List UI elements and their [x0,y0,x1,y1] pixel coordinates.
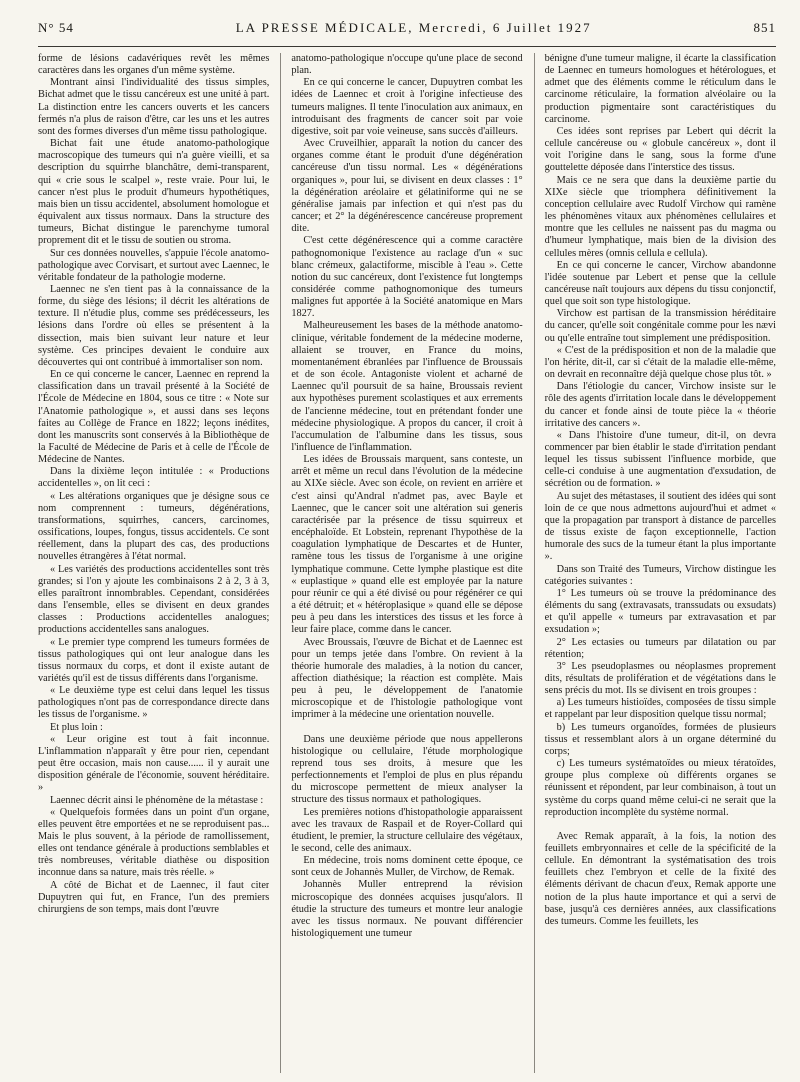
paragraph: Johannès Muller entreprend la révision microscopique des données acquises jusqu'alors. Il étudie la structure des tumeurs et montre leur analogie avec les tissus normaux. Ne pouvant différencier histologiquement une tumeur [291,879,523,940]
paragraph: Dans une deuxième période que nous appellerons histologique ou cellulaire, l'étude morphologique reprend tous ses droits, à mesure que les perfectionnements et l'emploi de plus en plus répandu du microscope permettent de mieux analyser la structure des tissus normaux et pathologiques. [291,733,523,806]
page-number: 851 [753,20,776,35]
list-item: a) Les tumeurs histioïdes, composées de tissu simple et rappelant par leur disposition quelque tissu normal; [544,697,776,721]
paragraph: Ces idées sont reprises par Lebert qui décrit la cellule cancéreuse ou « globule cancéreux », dont il voit l'origine dans le sang, sous la forme d'une gouttelette déposée dans l'interstice des tissus. [544,125,776,174]
paragraph: En ce qui concerne le cancer, Dupuytren combat les idées de Laennec et croit à l'origine infectieuse des tumeurs malignes. Il tente l'inoculation aux animaux, en introduisant des fragments de cancer soit par voie digestive, soit par voie veineuse, sans succès d'ailleurs. [291,77,523,137]
paragraph: Mais ce ne sera que dans la deuxième partie du XIXe siècle que triomphera définitivement la conception cellulaire avec Rudolf Virchow qui ramène les phénomènes vitaux aux phénomènes cellulaires et montre que les cellules ne naissent pas du magma ou d'humeur lymphatique, mais bien de la division des cellules mères (omnis cellula e cellula). [544,174,776,259]
running-header [38,20,776,47]
list-item: 1° Les tumeurs où se trouve la prédominance des éléments du sang (extravasats, transsudats ou exsudats) et qu'il appelle « tumeurs par extravasation et par exsudation »; [544,587,776,636]
paragraph: bénigne d'une tumeur maligne, il écarte la classification de Laennec en tumeurs homologues et hétérologues, et admet que des éléments comme le réticulum dans le carcinome réticulaire, la formation alvéolaire ou la production pigmentaire sont caractéristiques du carcinome. [544,53,776,125]
journal-title: LA PRESSE MÉDICALE, Mercredi, 6 Juillet 1927 [235,20,592,35]
paragraph: Et plus loin : [50,721,103,733]
paragraph: Dans la dixième leçon intitulée : « Productions accidentelles », on lit ceci : [38,466,270,490]
paragraph: Montrant ainsi l'individualité des tissus simples, Bichat admet que le tissu cancéreux est une unité à part. La distinction entre les cancers ouverts et les cancers fermés n'a plus de raison d'être, car les uns et les autres sont des formes diverses d'un même tissu pathologique. [38,77,270,137]
quote-paragraph: « Les variétés des productions accidentelles sont très grandes; si l'on y ajoute les combinaisons 2 à 2, 3 à 3, elles paraîtront innombrables. Cependant, considérées dans l'ensemble, elles se divisent en deux grandes classes : Productions accidentelles analogues; productions accidentelles sans analogues. [38,563,270,636]
quote-paragraph: « Dans l'histoire d'une tumeur, dit-il, on devra commencer par bien établir le stade d'irritation pendant lequel les tissus subissent l'influence morbide, que celle-ci conduise à une augmentation d'exsudation, de sécrétion ou de formation. » [544,429,776,490]
paragraph: A côté de Bichat et de Laennec, il faut citer Dupuytren qui fut, en France, l'un des premiers chirurgiens de son temps, mais dont l'œuvre [38,879,270,915]
paragraph: Avec Broussais, l'œuvre de Bichat et de Laennec est pour un temps jetée dans l'ombre. On revient à la théorie humorale des maladies, à la notion du cancer, affection diathésique; la réaction est complète. Mais peu à peu, le développement de l'anatomie microscopique et de l'histologie pathologique vont imprimer à la médecine une orientation nouvelle. [291,636,523,721]
quote-paragraph: « Les altérations organiques que je désigne sous ce nom comprennent : tumeurs, dégénérations, transformations, squirrhes, cancers, carcinomes, ossifications, loupes, fongus, tissus accidentels. Ce sont réellement, dans la plupart des cas, des productions nouvelles étrangères à l'état normal. [38,490,270,563]
paragraph: Dans son Traité des Tumeurs, Virchow distingue les catégories suivantes : [544,563,776,587]
paragraph: En médecine, trois noms dominent cette époque, ce sont ceux de Johannès Muller, de Virchow, de Remak. [291,855,523,879]
paragraph: forme de lésions cadavériques revêt les mêmes caractères dans les organes d'un même système. [38,53,270,77]
list-item: c) Les tumeurs systématoïdes ou mieux tératoïdes, groupe plus complexe où différents organes se réunissent et répondent, par leur combinaison, à tout un système du corps quand même celui-ci ne serait que la reproduction incomplète du système normal. [544,758,776,818]
column-2 [280,53,522,1073]
paragraph: Dans l'étiologie du cancer, Virchow insiste sur le rôle des agents d'irritation locale dans le développement du cancer et fonde ainsi de toute pièce la « théorie irritative des cancers ». [544,381,776,429]
quote-paragraph: « Le premier type comprend les tumeurs formées de tissus pathologiques qui ont leur analogue dans les tissus normaux du corps, et dont il existe autant de variétés qu'il est de tissus différents dans l'organisme. [38,636,270,684]
issue-number: N° 54 [38,20,74,35]
quote-paragraph: « Leur origine est tout à fait inconnue. L'inflammation n'apparaît y être pour rien, cependant peut être occasion, mais non cause...... il y aurait une disposition générale de l'économie, souvent héréditaire. » [38,733,270,794]
paragraph: Les idées de Broussais marquent, sans conteste, un arrêt et même un recul dans l'évolution de la médecine au XIXe siècle. Avec son école, on revient en arrière et c'est ainsi qu'Andral n'admet pas, avec Bayle et Laennec, que le cancer soit une altération sui generis caractérisée par la présence de tissu squirreux et encéphaloïde. Et Lobstein, reprenant l'hypothèse de la coagulation lymphatique de Descartes et de Hunter, ramène tous les tissus de l'organisme à une origine lymphatique commune. Cette lymphe plastique est dite « euplastique » quand elle est employée par la nature pour réunir ce qui a été divisé ou pour régénérer ce qui a été détruit; et « hétéroplasique » quand elle se dépose peu à peu dans les interstices des tissus et les force à leur faire place, comme dans le cancer. [291,454,523,636]
column-3 [534,53,776,1073]
paragraph: Au sujet des métastases, il soutient des idées qui sont loin de ce que nous admettons aujourd'hui et admet « que la propagation par transport à distance de parcelles de tissus existe de façon exceptionnelle, l'action humorale des sucs de la tumeur étant la plus importante ». [544,490,776,563]
paragraph: Malheureusement les bases de la méthode anatomo-clinique, véritable fondement de la médecine moderne, allaient se trouver, en France du moins, momentanément ébranlées par l'influence de Broussais et de son école. Antagoniste violent et acharné de Laennec qu'il poursuit de sa haine, Broussais revient aux hypothèses purement scolastiques et aux errements de l'ancienne médecine, tout en prétendant fonder une médecine physiologique. A propos du cancer, il croit à l'accumulation de l'albumine dans les tissus, sous l'influence de l'inflammation. [291,320,523,453]
paragraph: Virchow est partisan de la transmission héréditaire du cancer, qu'elle soit congénitale comme pour les nævi ou qu'elle entraîne tout simplement une prédisposition. [544,308,776,344]
paragraph: Avec Remak apparaît, à la fois, la notion des feuillets embryonnaires et celle de la spécificité de la cellule. En démontrant la systématisation des trois feuillets chez l'embryon et celle de la fixité des éléments dérivant de chacun d'eux, Remak apporte une notion de la plus haute importance et qui a servi de base, jusqu'à ces dernières années, aux classifications des tumeurs. Comme les feuillets, les [544,830,776,927]
text-columns [38,53,776,1073]
paragraph: Avec Cruveilhier, apparaît la notion du cancer des organes comme étant le produit d'une dégénération cancéreuse d'un tissu normal. Les « dégénérations organiques », pour lui, se divisent en deux classes : 1° la dégénération aréolaire et gélatiniforme qui ne se généralise jamais par infection et qui n'est pas du cancer; et 2° la dégénérescence cancéreuse proprement dite. [291,138,523,235]
paragraph: Laennec ne s'en tient pas à la connaissance de la forme, du siège des lésions; il décrit les altérations de texture. Il n'étudie plus, comme ses prédécesseurs, les lésions dans l'ordre où elles se présentent à la dissection, mais bien suivant leur nature et leur système. Ces principes devaient le conduire aux découvertes qui ont contribué à immortaliser son nom. [38,283,270,368]
paragraph: Bichat fait une étude anatomo-pathologique macroscopique des tumeurs qui n'a guère vieilli, et sa description du squirrhe blanchâtre, demi-transparent, qui « crie sous le scalpel », reste vraie. Pour lui, le cancer n'est plus le produit d'humeurs hypothétiques, mais bien un tissu accidentel, absolument homologue et équivalent aux tissus normaux. Dans la structure des tumeurs, Bichat distingue le parenchyme tumoral proprement dit et le tissu de soutien ou stroma. [38,138,270,247]
list-item: b) Les tumeurs organoïdes, formées de plusieurs tissus et ressemblant alors à un organe déterminé du corps; [544,721,776,757]
list-item: 2° Les ectasies ou tumeurs par dilatation ou par rétention; [544,636,776,660]
quote-paragraph: « Le deuxième type est celui dans lequel les tissus pathologiques n'ont pas de correspondance directe dans les tissus de l'organisme. » [38,685,270,721]
paragraph: En ce qui concerne le cancer, Virchow abandonne l'idée soutenue par Lebert et pense que la cellule cancéreuse naît toujours aux dépens du tissu conjonctif, quel que soit son type histologique. [544,259,776,308]
paragraph: Les premières notions d'histopathologie apparaissent avec les travaux de Raspail et de Royer-Collard qui étudient, le premier, la structure cellulaire des végétaux, le second, celle des animaux. [291,806,523,854]
column-1 [38,53,269,1073]
quote-paragraph: « Quelquefois formées dans un point d'un organe, elles peuvent être emportées et ne se reproduisent pas... Mais le plus souvent, à la période de ramollissement, elles ont tendance générale à productions semblables et très nombreuses, véritable diathèse ou disposition inconnue dans sa nature, mais très réelle. » [38,806,270,879]
list-item: 3° Les pseudoplasmes ou néoplasmes proprement dits, résultats de prolifération et de végétations dans le sens précis du mot. Ils se divisent en trois groupes : [544,660,776,697]
paragraph: Laennec décrit ainsi le phénomène de la métastase : [50,794,264,806]
paragraph: C'est cette dégénérescence qui a comme caractère pathognomonique l'existence au raclage d'un « suc blanc crémeux, galactiforme, miscible à l'eau ». Cette notion du suc cancéreux, dont l'existence fut longtemps considérée comme pathognomonique des tumeurs malignes fut apportée à la Société anatomique en Mars 1827. [291,235,523,320]
paragraph: anatomo-pathologique n'occupe qu'une place de second plan. [291,53,523,77]
paragraph: Sur ces données nouvelles, s'appuie l'école anatomo-pathologique avec Corvisart, et surtout avec Laennec, le véritable fondateur de la pathologie moderne. [38,247,270,283]
quote-paragraph: « C'est de la prédisposition et non de la maladie que l'on hérite, dit-il, car si c'était de la maladie elle-même, on devrait en reconnaître déjà quelque chose plus tôt. » [544,344,776,381]
paragraph: En ce qui concerne le cancer, Laennec en reprend la classification dans un travail présenté à la Société de l'École de Médecine en 1804, sous ce titre : « Note sur l'Anatomie pathologique », et aussi dans ses leçons faites au Collège de France en 1822; leçons inédites, dont les manuscrits sont conservés à la Bibliothèque de la Faculté de Médecine de Paris et à celle de l'École de Médecine de Nantes. [38,369,270,466]
